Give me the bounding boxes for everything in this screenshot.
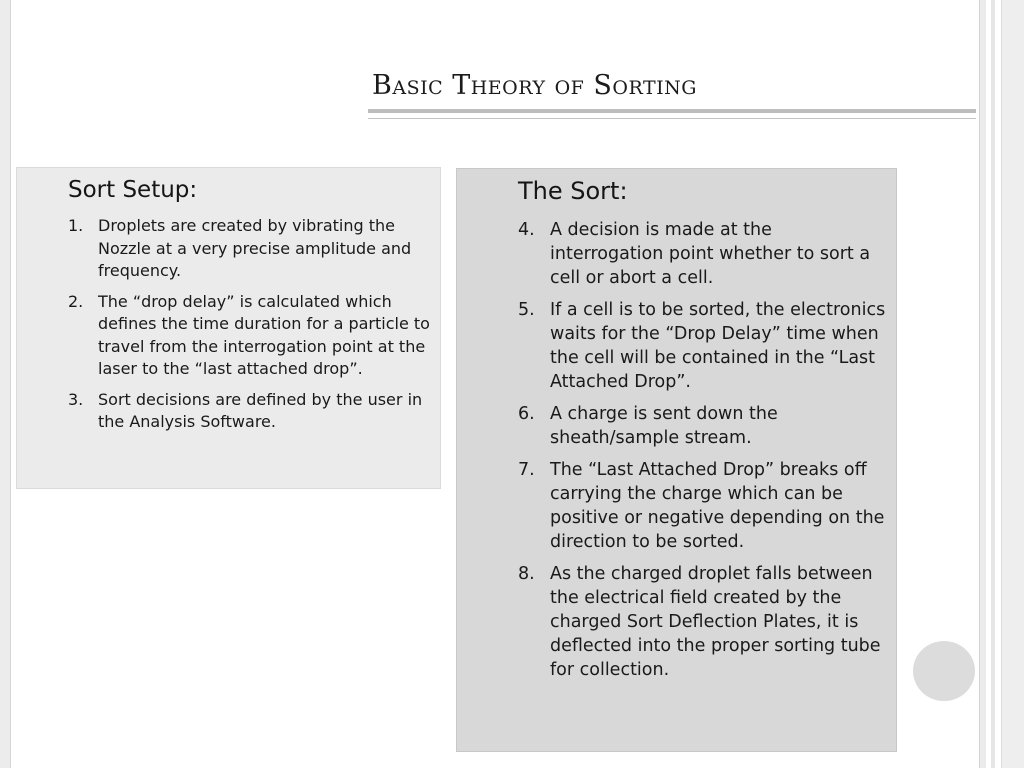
sort-setup-panel: [16, 167, 441, 489]
step-number: 7.: [518, 460, 535, 480]
slide-nav-button[interactable]: [913, 641, 975, 701]
step-text: A charge is sent down the sheath/sample stream.: [550, 404, 778, 448]
step-number: 5.: [518, 300, 535, 320]
list-item: [68, 389, 433, 434]
step-number: 1.: [68, 216, 84, 235]
step-text: Droplets are created by vibrating the Nozzle at a very precise amplitude and frequency.: [98, 216, 412, 280]
title-underline-thick: [368, 109, 976, 113]
list-item: [68, 215, 433, 283]
slide-frame-right-stripe: [1001, 0, 1024, 768]
step-text: The “drop delay” is calculated which defines the time duration for a particle to travel from the interrogation point at the laser to the “last attached drop”.: [98, 291, 430, 378]
slide-frame-left: [0, 0, 11, 768]
slide-frame-right-stripe: [979, 0, 986, 768]
slide-title: Basic Theory of Sorting: [372, 70, 697, 101]
list-item: [518, 458, 888, 554]
step-number: 4.: [518, 220, 535, 240]
step-text: If a cell is to be sorted, the electronics waits for the “Drop Delay” time when the cell will be contained in the “Last Attached Drop”.: [550, 300, 886, 392]
sort-setup-list: [68, 215, 433, 442]
step-number: 8.: [518, 564, 535, 584]
step-text: Sort decisions are defined by the user in the Analysis Software.: [98, 389, 423, 431]
list-item: [68, 291, 433, 381]
title-underline-thin: [368, 118, 976, 119]
step-text: The “Last Attached Drop” breaks off carrying the charge which can be positive or negative depending on the direction to be sorted.: [550, 460, 885, 552]
step-text: A decision is made at the interrogation point whether to sort a cell or abort a cell.: [550, 220, 871, 288]
list-item: [518, 402, 888, 450]
step-text: As the charged droplet falls between the electrical field created by the charged Sort Deflection Plates, it is deflected into the proper sorting tube for collection.: [550, 564, 881, 680]
sort-setup-heading: Sort Setup:: [68, 177, 198, 203]
slide-frame-right-stripe: [991, 0, 995, 768]
the-sort-list: [518, 218, 888, 690]
list-item: [518, 298, 888, 394]
list-item: [518, 218, 888, 290]
list-item: [518, 562, 888, 682]
step-number: 3.: [68, 389, 84, 409]
the-sort-heading: The Sort:: [518, 177, 628, 205]
step-number: 6.: [518, 404, 535, 424]
step-number: 2.: [68, 291, 84, 311]
the-sort-panel: [456, 168, 897, 752]
